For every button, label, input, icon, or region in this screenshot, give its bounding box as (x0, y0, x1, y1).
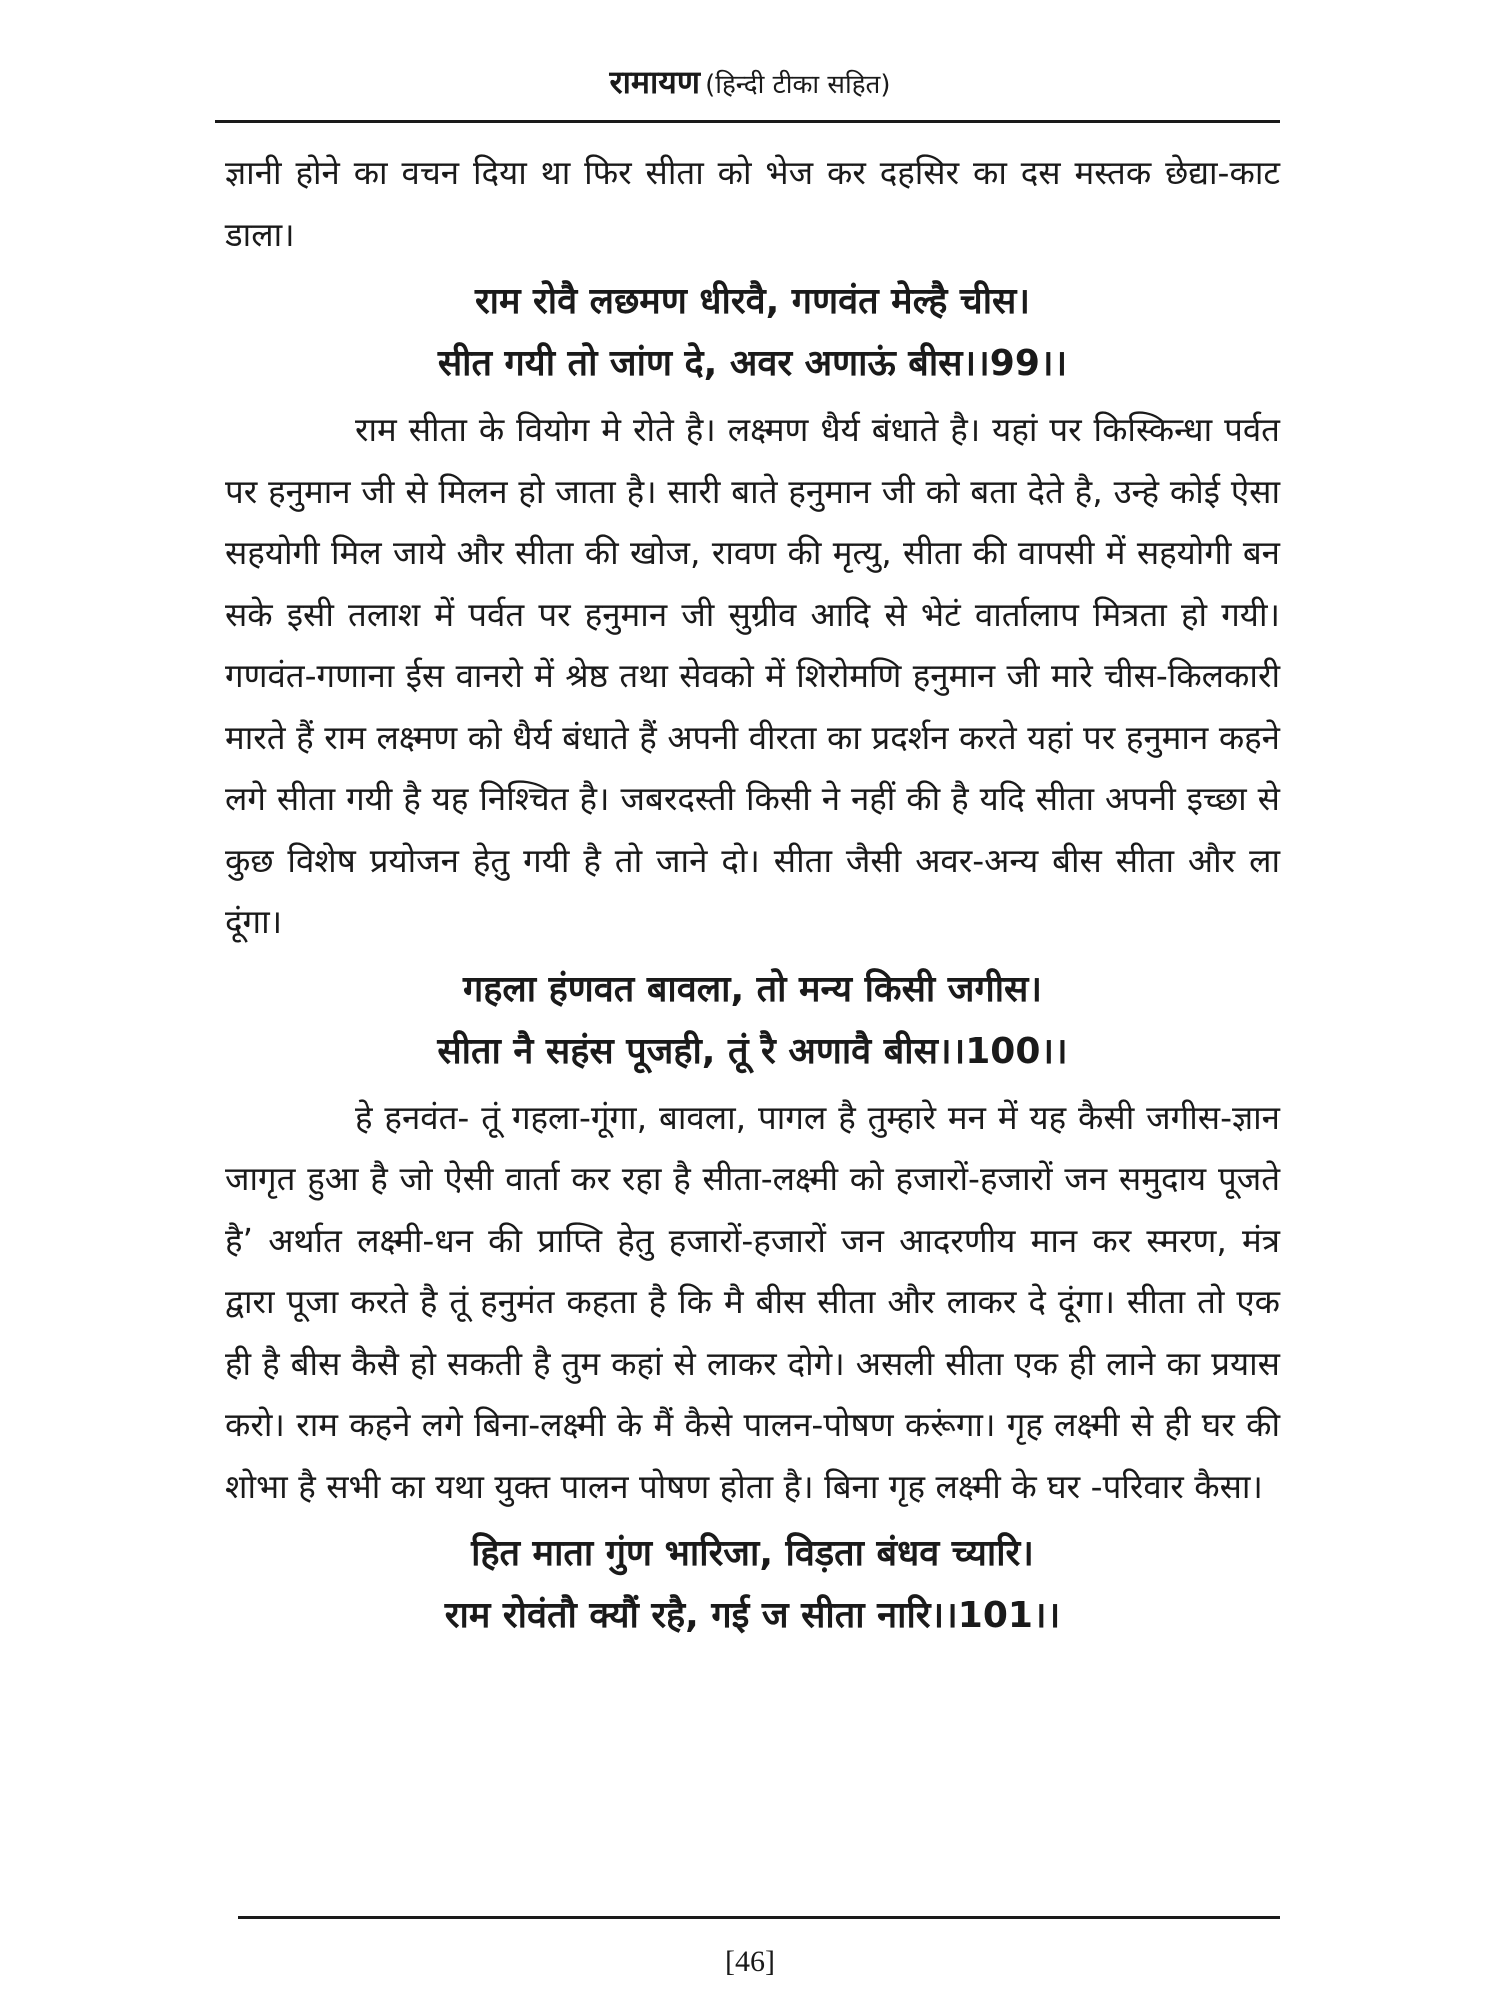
page-body (225, 142, 1280, 1651)
book-title: रामायण (609, 63, 700, 101)
book-subtitle: (हिन्दी टीका सहित) (705, 70, 891, 100)
verse-99-line-1: राम रोवै लछमण धीरवै, गणवंत मेल्है चीस। (474, 281, 1031, 322)
page-number: [46] (725, 1945, 775, 1978)
verse-101 (225, 1523, 1280, 1647)
commentary-100: हे हनवंत- तूं गहला-गूंगा, बावला, पागल है तुम्हारे मन में यह कैसी जगीस-ज्ञान जागृत हुआ है जो ऐसी वार्ता कर रहा है सीता-लक्ष्मी को हजारों-हजारों जन समुदाय पूजते है’ अर्थात लक्ष्मी-धन की प्राप्ति हेतु हजारों-हजारों जन आदरणीय मान कर स्मरण, मंत्र द्वारा पूजा करते है तूं हनुमंत कहता है कि मै बीस सीता और लाकर दे दूंगा। सीता तो एक ही है बीस कैसै हो सकती है तुम कहां से लाकर दोगे। असली सीता एक ही लाने का प्रयास करो। राम कहने लगे बिना-लक्ष्मी के मैं कैसे पालन-पोषण करूंगा। गृह लक्ष्मी से ही घर की शोभा है सभी का यथा युक्त पालन पोषण होता है। बिना गृह लक्ष्मी के घर -परिवार कैसा। (225, 1097, 1280, 1506)
verse-100-line-1: गहला हंणवत बावला, तो मन्य किसी जगीस। (462, 968, 1043, 1010)
verse-99 (225, 271, 1280, 395)
verse-100-line-2: सीता नै सहंस पूजही, तूं रै अणावै बीस।।100।। (437, 1030, 1068, 1072)
verse-100 (225, 959, 1280, 1083)
running-header (0, 60, 1500, 103)
paragraph-continuation: ज्ञानी होने का वचन दिया था फिर सीता को भेज कर दहसिर का दस मस्तक छेद्या-काट डाला। (225, 153, 1280, 254)
commentary-99: राम सीता के वियोग मे रोते है। लक्ष्मण धैर्य बंधाते है। यहां पर किस्किन्धा पर्वत पर हनुमान जी से मिलन हो जाता है। सारी बाते हनुमान जी को बता देते है, उन्हे कोई ऐसा सहयोगी मिल जाये और सीता की खोज, रावण की मृत्यु, सीता की वापसी में सहयोगी बन सके इसी तलाश में पर्वत पर हनुमान जी सुग्रीव आदि से भेटं वार्तालाप मित्रता हो गयी। गणवंत-गणाना ईस वानरो में श्रेष्ठ तथा सेवको में शिरोमणि हनुमान जी मारे चीस-किलकारी मारते हैं राम लक्ष्मण को धैर्य बंधाते हैं अपनी वीरता का प्रदर्शन करते यहां पर हनुमान कहने लगे सीता गयी है यह निश्चित है। जबरदस्ती किसी ने नहीं की है यदि सीता अपनी इच्छा से कुछ विशेष प्रयोजन हेतु गयी है तो जाने दो। सीता जैसी अवर-अन्य बीस सीता और ला दूंगा। (225, 410, 1280, 941)
verse-101-line-2: राम रोवंतौ क्यौं रहै, गई ज सीता नारि।।101।। (444, 1595, 1061, 1636)
verse-99-line-2: सीत गयी तो जांण दे, अवर अणाऊं बीस।।99।। (437, 343, 1068, 384)
footer-rule (238, 1916, 1280, 1919)
header-rule (215, 120, 1280, 123)
verse-101-line-1: हित माता गुंण भारिजा, विड़ता बंधव च्यारि। (471, 1533, 1034, 1574)
